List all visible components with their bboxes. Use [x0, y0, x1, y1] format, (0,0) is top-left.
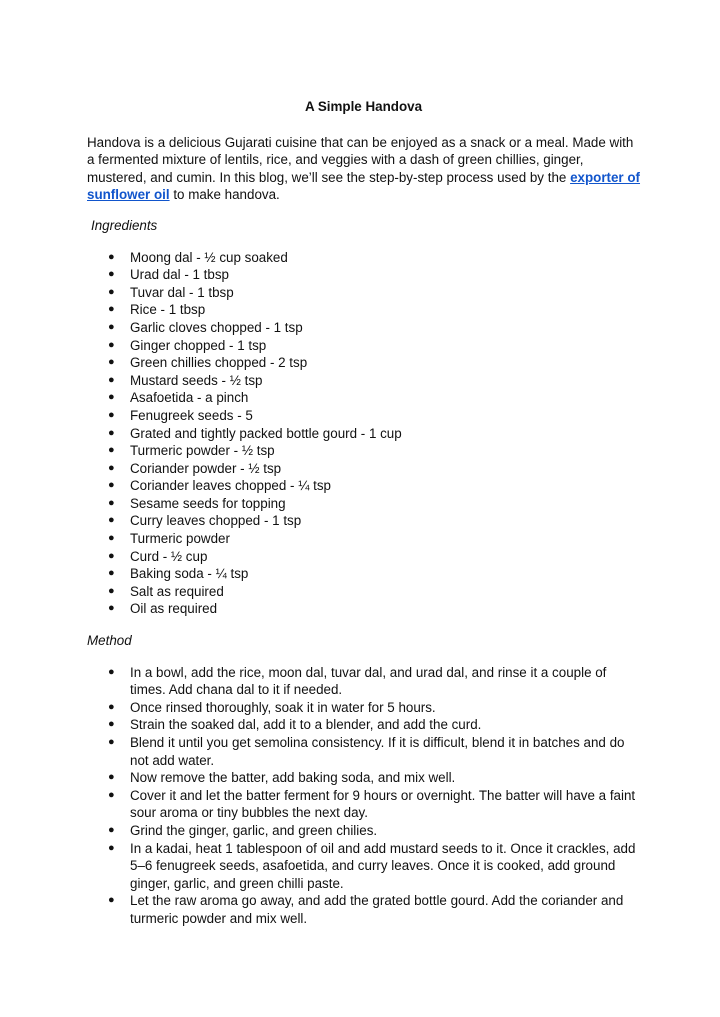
intro-text: Handova is a delicious Gujarati cuisine that can be enjoyed as a snack or a meal. Made with a fermented mixture of lentils, rice, and veggies with a dash of green chillies, ginger, mustered, and cumin. In this blog, we’ll see the step-by-step process used by the: [87, 134, 634, 185]
method-step: [108, 699, 640, 717]
intro-text-end: to make handova.: [169, 187, 280, 203]
ingredient-item-text: Rice - 1 tbsp: [130, 302, 206, 318]
ingredient-item: [108, 354, 640, 372]
bullet-icon: ●: [108, 356, 115, 369]
ingredients-heading: Ingredients: [91, 217, 158, 233]
bullet-icon: ●: [108, 700, 115, 713]
bullet-icon: ●: [108, 771, 115, 784]
method-step: [108, 664, 640, 699]
ingredient-item-text: Sesame seeds for topping: [130, 495, 286, 511]
bullet-icon: ●: [108, 320, 115, 333]
bullet-icon: ●: [108, 479, 115, 492]
bullet-icon: ●: [108, 373, 115, 386]
method-step: [108, 769, 640, 787]
ingredient-item: [108, 249, 640, 267]
exporter-link[interactable]: exporter of sunflower oil: [87, 169, 641, 203]
bullet-icon: ●: [108, 718, 115, 731]
method-step: [108, 716, 640, 734]
method-step-text: Blend it until you get semolina consistency. If it is difficult, blend it in batches and do not add water.: [130, 735, 625, 768]
bullet-icon: ●: [108, 841, 115, 854]
ingredient-item: [108, 337, 640, 355]
bullet-icon: ●: [108, 894, 115, 907]
method-step: [108, 892, 640, 927]
bullet-icon: ●: [108, 285, 115, 298]
intro-paragraph: [87, 134, 640, 204]
ingredient-item-text: Asafoetida - a pinch: [130, 390, 249, 406]
bullet-icon: ●: [108, 567, 115, 580]
ingredient-item: [108, 425, 640, 443]
ingredient-item: [108, 407, 640, 425]
document-title: A Simple Handova: [304, 99, 423, 114]
ingredient-item: [108, 460, 640, 478]
bullet-icon: ●: [108, 408, 115, 421]
method-step-text: In a bowl, add the rice, moon dal, tuvar dal, and urad dal, and rinse it a couple of times. Add chana dal to it if needed.: [130, 664, 607, 698]
ingredient-item: [108, 530, 640, 548]
bullet-icon: ●: [108, 444, 115, 457]
bullet-icon: ●: [108, 338, 115, 351]
method-heading: Method: [87, 633, 132, 649]
ingredient-item-text: Grated and tightly packed bottle gourd - 1 cup: [130, 425, 402, 441]
bullet-icon: ●: [108, 788, 115, 801]
ingredient-item: [108, 565, 640, 583]
ingredient-item: [108, 319, 640, 337]
ingredient-item: [108, 442, 640, 460]
method-step: [108, 787, 640, 822]
ingredient-item: [108, 284, 640, 302]
bullet-icon: ●: [108, 532, 115, 545]
bullet-icon: ●: [108, 514, 115, 527]
bullet-icon: ●: [108, 549, 115, 562]
ingredient-item-text: Garlic cloves chopped - 1 tsp: [130, 319, 303, 335]
ingredient-item-text: Coriander leaves chopped - ¼ tsp: [130, 478, 331, 494]
bullet-icon: ●: [108, 584, 115, 597]
method-step-text: Strain the soaked dal, add it to a blender, and add the curd.: [130, 717, 482, 733]
method-list: [87, 664, 640, 928]
method-step: [108, 734, 640, 769]
bullet-icon: ●: [108, 665, 115, 678]
bullet-icon: ●: [108, 303, 115, 316]
ingredient-item-text: Fenugreek seeds - 5: [130, 407, 253, 423]
method-step-text: Grind the ginger, garlic, and green chilies.: [130, 822, 378, 838]
method-step-text: Cover it and let the batter ferment for 9 hours or overnight. The batter will have a faint sour aroma or tiny bubbles the next day.: [130, 787, 636, 821]
ingredient-item-text: Curry leaves chopped - 1 tsp: [130, 513, 302, 529]
method-step-text: Now remove the batter, add baking soda, and mix well.: [130, 770, 456, 786]
ingredient-item-text: Turmeric powder - ½ tsp: [130, 443, 275, 459]
ingredient-item: [108, 600, 640, 618]
ingredient-item-text: Coriander powder - ½ tsp: [130, 460, 282, 476]
ingredient-item-text: Urad dal - 1 tbsp: [130, 267, 229, 283]
ingredient-item-text: Mustard seeds - ½ tsp: [130, 372, 263, 388]
ingredient-item-text: Oil as required: [130, 601, 218, 617]
ingredient-item: [108, 477, 640, 495]
bullet-icon: ●: [108, 823, 115, 836]
ingredient-item: [108, 389, 640, 407]
ingredient-item-text: Turmeric powder: [130, 531, 230, 547]
method-step: [108, 822, 640, 840]
bullet-icon: ●: [108, 391, 115, 404]
ingredient-item: [108, 495, 640, 513]
bullet-icon: ●: [108, 250, 115, 263]
ingredient-item: [108, 301, 640, 319]
ingredient-item: [108, 372, 640, 390]
ingredient-item-text: Ginger chopped - 1 tsp: [130, 337, 267, 353]
ingredient-item-text: Baking soda - ¼ tsp: [130, 566, 249, 582]
ingredient-item-text: Moong dal - ½ cup soaked: [130, 249, 288, 265]
ingredient-item: [108, 583, 640, 601]
bullet-icon: ●: [108, 426, 115, 439]
ingredient-item: [108, 548, 640, 566]
bullet-icon: ●: [108, 461, 115, 474]
ingredient-item-text: Curd - ½ cup: [130, 548, 208, 564]
bullet-icon: ●: [108, 602, 115, 615]
bullet-icon: ●: [108, 268, 115, 281]
ingredients-list: [87, 249, 640, 618]
method-step-text: Let the raw aroma go away, and add the grated bottle gourd. Add the coriander and turmeric powder and mix well.: [130, 893, 624, 926]
bullet-icon: ●: [108, 496, 115, 509]
ingredient-item: [108, 266, 640, 284]
ingredient-item: [108, 512, 640, 530]
bullet-icon: ●: [108, 736, 115, 748]
method-step: [108, 840, 640, 893]
method-step-text: Once rinsed thoroughly, soak it in water for 5 hours.: [130, 699, 436, 715]
ingredient-item-text: Salt as required: [130, 583, 224, 599]
ingredient-item-text: Tuvar dal - 1 tbsp: [130, 284, 234, 300]
ingredient-item-text: Green chillies chopped - 2 tsp: [130, 355, 308, 371]
method-step-text: In a kadai, heat 1 tablespoon of oil and add mustard seeds to it. Once it crackles, add 5–6 fenugreek seeds, asafoetida, and curry leaves. Once it is cooked, add ground ginger, garlic, and green chilli paste.: [130, 840, 636, 891]
